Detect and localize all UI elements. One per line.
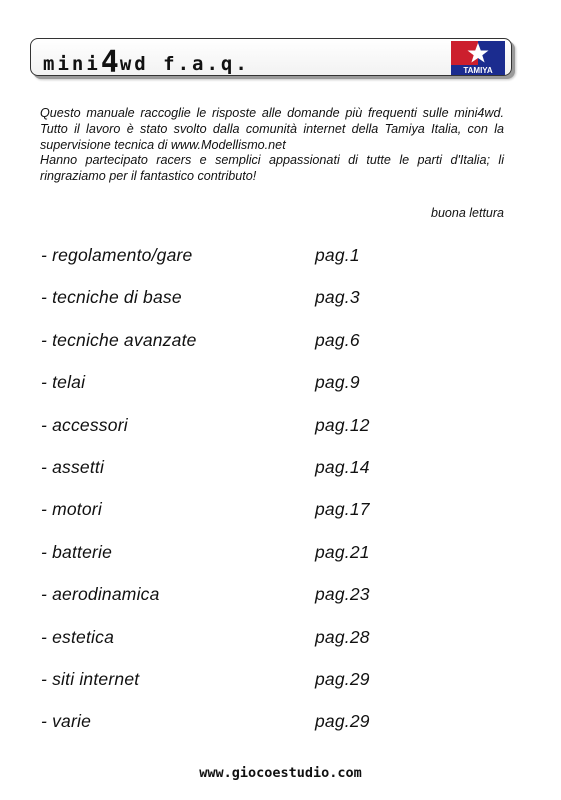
toc-page: pag.23 — [315, 584, 370, 605]
footer-url: www.giocoestudio.com — [199, 765, 362, 781]
toc-label: - aerodinamica — [41, 584, 160, 605]
toc-label: - tecniche di base — [41, 287, 182, 308]
toc-page: pag.28 — [315, 626, 370, 647]
toc-label: - batterie — [41, 541, 113, 562]
toc-item — [41, 711, 441, 753]
toc-label: - motori — [41, 499, 102, 520]
toc-item — [41, 457, 441, 499]
toc-item — [41, 330, 441, 372]
toc-label: - telai — [41, 372, 86, 393]
toc-item — [41, 669, 441, 711]
toc-label: - siti internet — [41, 668, 140, 689]
toc-label: - regolamento/gare — [41, 245, 193, 265]
intro-paragraph: Questo manuale raccoglie le risposte alle domande più frequenti sulle mini4wd. Tutto il lavoro è stato svolto dalla comunità internet della Tamiya Italia, con la supervisione tecnica di www.Modellismo.net — [40, 106, 504, 152]
toc-page: pag.29 — [315, 711, 370, 732]
toc-item — [41, 542, 441, 584]
toc-item — [41, 372, 441, 414]
toc-page: pag.12 — [315, 414, 370, 435]
toc-page: pag.9 — [315, 372, 360, 393]
title-big-digit: 4 — [100, 45, 120, 80]
title-suffix: wd f.a.q. — [119, 53, 250, 75]
toc-item — [41, 245, 441, 287]
toc-item — [41, 287, 441, 329]
toc-item — [41, 584, 441, 626]
toc-label: - assetti — [41, 456, 105, 477]
intro-text — [40, 106, 504, 185]
toc-label: - varie — [41, 711, 92, 732]
title-bar — [30, 38, 512, 80]
signoff: buona lettura — [431, 206, 504, 220]
toc-item — [41, 499, 441, 541]
toc-page: pag.17 — [315, 499, 370, 520]
toc-page: pag.6 — [315, 329, 360, 350]
title-prefix: mini — [43, 53, 101, 75]
toc-page: pag.14 — [315, 456, 370, 477]
toc-page: pag.3 — [315, 287, 360, 308]
toc-page: pag.21 — [315, 541, 370, 562]
logo-text: TAMIYA — [463, 66, 493, 75]
toc-page: pag.29 — [315, 668, 370, 689]
toc-label: - tecniche avanzate — [41, 329, 197, 350]
tamiya-logo — [451, 41, 505, 75]
toc-label: - accessori — [41, 414, 128, 435]
document-title — [43, 43, 250, 78]
toc-label: - estetica — [41, 626, 114, 647]
toc-item — [41, 627, 441, 669]
intro-paragraph: Hanno partecipato racers e semplici appassionati di tutte le parti d'Italia; li ringraziamo per il fantastico contributo! — [40, 153, 504, 184]
toc-page: pag.1 — [315, 245, 360, 265]
table-of-contents — [41, 245, 441, 754]
toc-item — [41, 415, 441, 457]
